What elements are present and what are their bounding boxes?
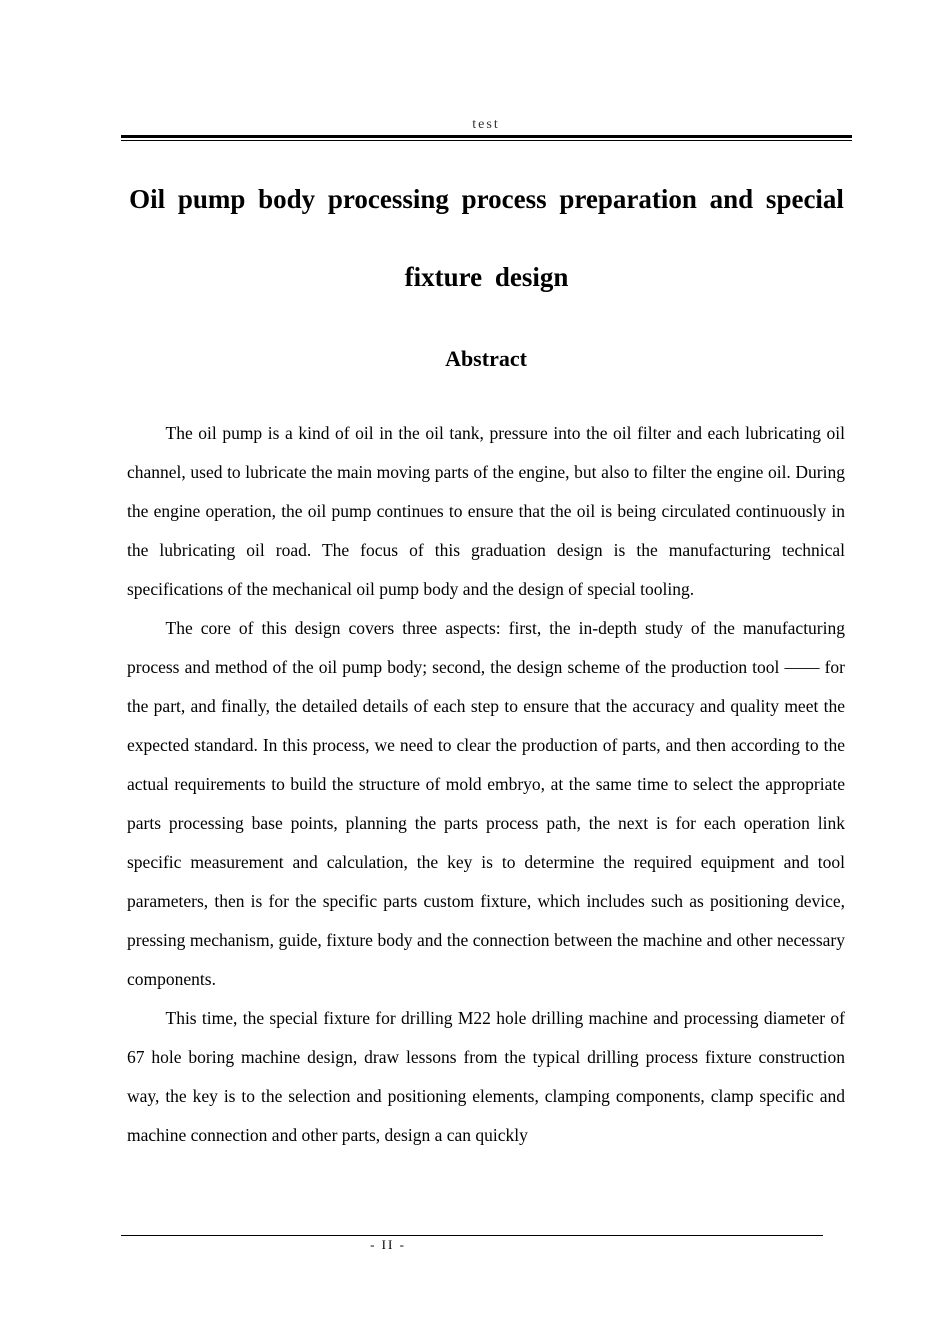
abstract-paragraph-3: This time, the special fixture for drilling M22 hole drilling machine and processing diameter of 67 hole boring machine design, draw lessons from the typical drilling process fixture construction way, the key is to the selection and positioning elements, clamping components, clamp specific and machine connection and other parts, design a can quickly	[127, 1008, 845, 1145]
document-title: Oil pump body processing process preparation and special fixture design	[129, 184, 844, 292]
abstract-body	[127, 414, 845, 1155]
running-header: test	[472, 117, 500, 132]
header-rule-thin	[121, 140, 852, 141]
footer-rule	[121, 1235, 823, 1236]
page-number: - II -	[370, 1237, 406, 1252]
abstract-heading: Abstract	[445, 346, 527, 371]
abstract-paragraph-1: The oil pump is a kind of oil in the oil tank, pressure into the oil filter and each lubricating oil channel, used to lubricate the main moving parts of the engine, but also to filter the engine oil. During the engine operation, the oil pump continues to ensure that the oil is being circulated continuously in the lubricating oil road. The focus of this graduation design is the manufacturing technical specifications of the mechanical oil pump body and the design of special tooling.	[127, 423, 845, 599]
header-rule	[121, 135, 852, 138]
abstract-paragraph-2: The core of this design covers three aspects: first, the in-depth study of the manufacturing process and method of the oil pump body; second, the design scheme of the production tool —— for the part, and finally, the detailed details of each step to ensure that the accuracy and quality meet the expected standard. In this process, we need to clear the production of parts, and then according to the actual requirements to build the structure of mold embryo, at the same time to select the appropriate parts processing base points, planning the parts process path, the next is for each operation link specific measurement and calculation, the key is to determine the required equipment and tool parameters, then is for the specific parts custom fixture, which includes such as positioning device, pressing mechanism, guide, fixture body and the connection between the machine and other necessary components.	[127, 618, 845, 989]
